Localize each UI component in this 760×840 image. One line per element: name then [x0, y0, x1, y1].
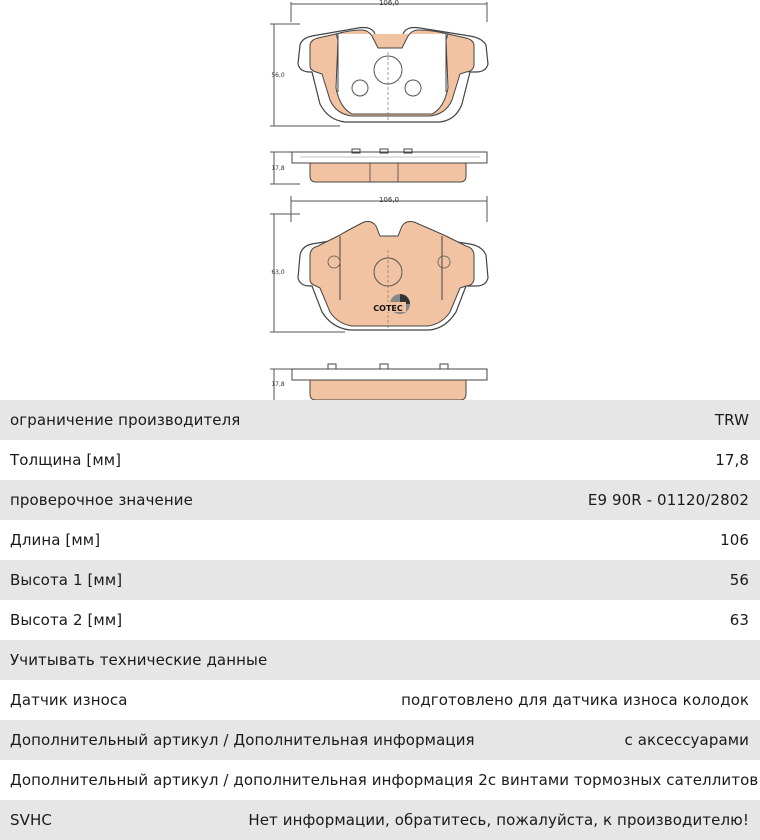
spec-row [0, 400, 760, 440]
spec-label: Длина [мм] [10, 531, 101, 549]
spec-value: 106 [720, 531, 749, 549]
spec-row [0, 640, 760, 680]
spec-label: ограничение производителя [10, 411, 241, 429]
technical-drawing-svg [0, 0, 760, 400]
side1-thickness-label: 17,8 [271, 165, 285, 172]
brake-pad-drawing [0, 0, 760, 400]
bottom-pad-shape [298, 222, 488, 331]
spec-row [0, 680, 760, 720]
spec-value: 17,8 [715, 451, 749, 469]
spec-row [0, 520, 760, 560]
bottom-width-label: 106,0 [378, 196, 400, 204]
spec-value: с винтами тормозных сателлитов [487, 771, 759, 789]
spec-label: Учитывать технические данные [10, 651, 268, 669]
spec-label: Дополнительный артикул / дополнительная информация 2 [10, 771, 488, 789]
bottom-height-label: 63,0 [271, 269, 285, 276]
spec-value: E9 90R - 01120/2802 [587, 491, 749, 509]
side-view-2 [270, 364, 487, 400]
cotec-logo-text: COTEC [373, 304, 403, 313]
spec-row [0, 800, 760, 840]
side-view-1 [270, 149, 487, 184]
spec-value: TRW [714, 411, 749, 429]
spec-row [0, 720, 760, 760]
spec-row [0, 440, 760, 480]
spec-label: проверочное значение [10, 491, 193, 509]
spec-label: SVHC [10, 811, 52, 829]
spec-label: Толщина [мм] [10, 451, 122, 469]
spec-row [0, 480, 760, 520]
top-pad-shape [298, 28, 488, 123]
spec-label: Дополнительный артикул / Дополнительная информация [10, 731, 475, 749]
spec-value: с аксессуарами [624, 731, 749, 749]
spec-row [0, 600, 760, 640]
spec-value: 63 [729, 611, 749, 629]
spec-label: Датчик износа [10, 691, 128, 709]
top-width-label: 106,0 [378, 0, 400, 7]
spec-label: Высота 1 [мм] [10, 571, 123, 589]
specs-table [0, 400, 760, 840]
top-height-label: 56,0 [271, 72, 285, 79]
spec-row [0, 560, 760, 600]
side2-thickness-label: 17,8 [271, 381, 285, 388]
spec-row [0, 760, 760, 800]
spec-value: Нет информации, обратитесь, пожалуйста, к производителю! [248, 811, 749, 829]
spec-label: Высота 2 [мм] [10, 611, 123, 629]
spec-value: подготовлено для датчика износа колодок [401, 691, 749, 709]
spec-value: 56 [729, 571, 749, 589]
